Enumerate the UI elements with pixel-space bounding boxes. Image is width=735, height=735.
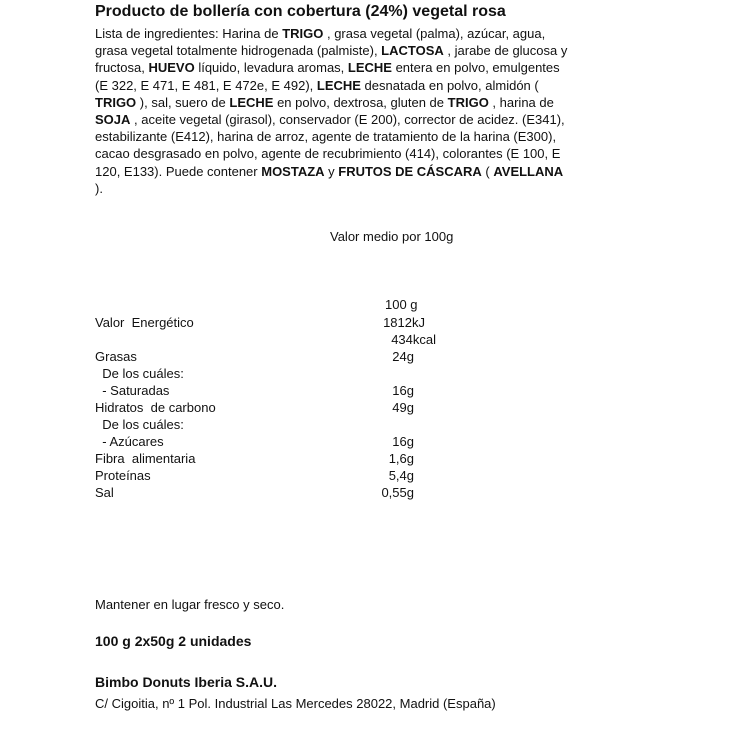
ingredients-line xyxy=(95,94,640,111)
allergen-text: LECHE xyxy=(229,94,274,110)
ingredients-line xyxy=(95,77,640,94)
ingredients-line xyxy=(95,111,640,128)
nutrition-label: Hidratos de carbono xyxy=(95,400,216,415)
ingredient-text: , grasa vegetal (palma), azúcar, agua, xyxy=(323,26,546,41)
nutrition-label: Proteínas xyxy=(95,468,151,483)
ingredient-text: 120, E133). Puede contener xyxy=(95,163,262,179)
ingredients-line xyxy=(95,128,640,145)
nutrition-value: 16g xyxy=(392,434,414,449)
ingredient-text: ), sal, suero de xyxy=(136,94,230,110)
ingredient-text: desnatada en polvo, almidón ( xyxy=(360,77,539,93)
ingredients-list xyxy=(95,25,640,197)
allergen-text: HUEVO xyxy=(148,60,195,76)
nutrition-value: 5,4g xyxy=(388,468,414,483)
nutrition-value: 1812kJ xyxy=(383,315,425,330)
ingredient-text: cacao desgrasado en polvo, agente de recubrimiento (414), colorantes (E 100, E xyxy=(95,146,561,162)
allergen-text: TRIGO xyxy=(95,94,137,110)
nutrition-label: Fibra alimentaria xyxy=(95,451,196,466)
ingredient-text: y xyxy=(324,163,339,179)
allergen-text: TRIGO xyxy=(447,94,489,110)
allergen-text: LECHE xyxy=(347,60,392,76)
nutrition-value: 49g xyxy=(392,400,414,415)
ingredient-text: ( xyxy=(481,163,494,179)
ingredients-line xyxy=(95,42,640,59)
nutrition-label: Grasas xyxy=(95,349,137,364)
ingredient-text: ). xyxy=(95,180,103,196)
ingredients-line xyxy=(95,180,640,197)
ingredient-text: , jarabe de glucosa y xyxy=(443,43,568,59)
ingredient-text: (E 322, E 471, E 481, E 472e, E 492), xyxy=(95,77,317,93)
nutrition-column-header: 100 g xyxy=(385,297,418,312)
company-address: C/ Cigoitia, nº 1 Pol. Industrial Las Mercedes 28022, Madrid (España) xyxy=(95,696,496,711)
ingredients-line xyxy=(95,145,640,162)
nutrition-value: 16g xyxy=(392,383,414,398)
allergen-text: LACTOSA xyxy=(381,43,444,59)
nutrition-label: Sal xyxy=(95,485,114,500)
nutrition-value: 1,6g xyxy=(388,451,414,466)
ingredients-line xyxy=(95,163,640,180)
ingredient-text: fructosa, xyxy=(95,60,149,76)
storage-instructions: Mantener en lugar fresco y seco. xyxy=(95,597,285,612)
ingredients-line xyxy=(95,59,640,76)
ingredient-text: , aceite vegetal (girasol), conservador (E 200), corrector de acidez. (E341), xyxy=(130,112,565,128)
nutrition-value: 24g xyxy=(392,349,414,364)
ingredient-text: grasa vegetal totalmente hidrogenada (palmiste), xyxy=(95,43,382,59)
nutrition-label: - Saturadas xyxy=(95,383,170,398)
ingredient-text: , harina de xyxy=(488,94,554,110)
allergen-text: AVELLANA xyxy=(493,163,564,179)
nutrition-value: 0,55g xyxy=(381,485,414,500)
ingredient-text: Lista de ingredientes: Harina de xyxy=(95,26,283,41)
company-name: Bimbo Donuts Iberia S.A.U. xyxy=(95,674,278,690)
nutrition-label: - Azúcares xyxy=(95,434,164,449)
allergen-text: TRIGO xyxy=(282,26,324,41)
ingredient-text: entera en polvo, emulgentes xyxy=(391,60,560,76)
ingredient-text: estabilizante (E412), harina de arroz, agente de tratamiento de la harina (E300), xyxy=(95,129,557,145)
allergen-text: LECHE xyxy=(316,77,361,93)
nutrition-value: 434kcal xyxy=(391,332,436,347)
allergen-text: FRUTOS DE CÁSCARA xyxy=(338,163,482,179)
nutrition-label: De los cuáles: xyxy=(95,366,184,381)
net-weight: 100 g 2x50g 2 unidades xyxy=(95,633,252,649)
allergen-text: SOJA xyxy=(95,112,131,128)
ingredient-text: en polvo, dextrosa, gluten de xyxy=(273,94,448,110)
product-title: Producto de bollería con cobertura (24%) vegetal rosa xyxy=(95,3,506,20)
nutrition-header: Valor medio por 100g xyxy=(330,229,454,244)
allergen-text: MOSTAZA xyxy=(261,163,325,179)
nutrition-label: De los cuáles: xyxy=(95,417,184,432)
ingredients-line xyxy=(95,25,640,42)
nutrition-label: Valor Energético xyxy=(95,315,194,330)
ingredient-text: líquido, levadura aromas, xyxy=(194,60,348,76)
